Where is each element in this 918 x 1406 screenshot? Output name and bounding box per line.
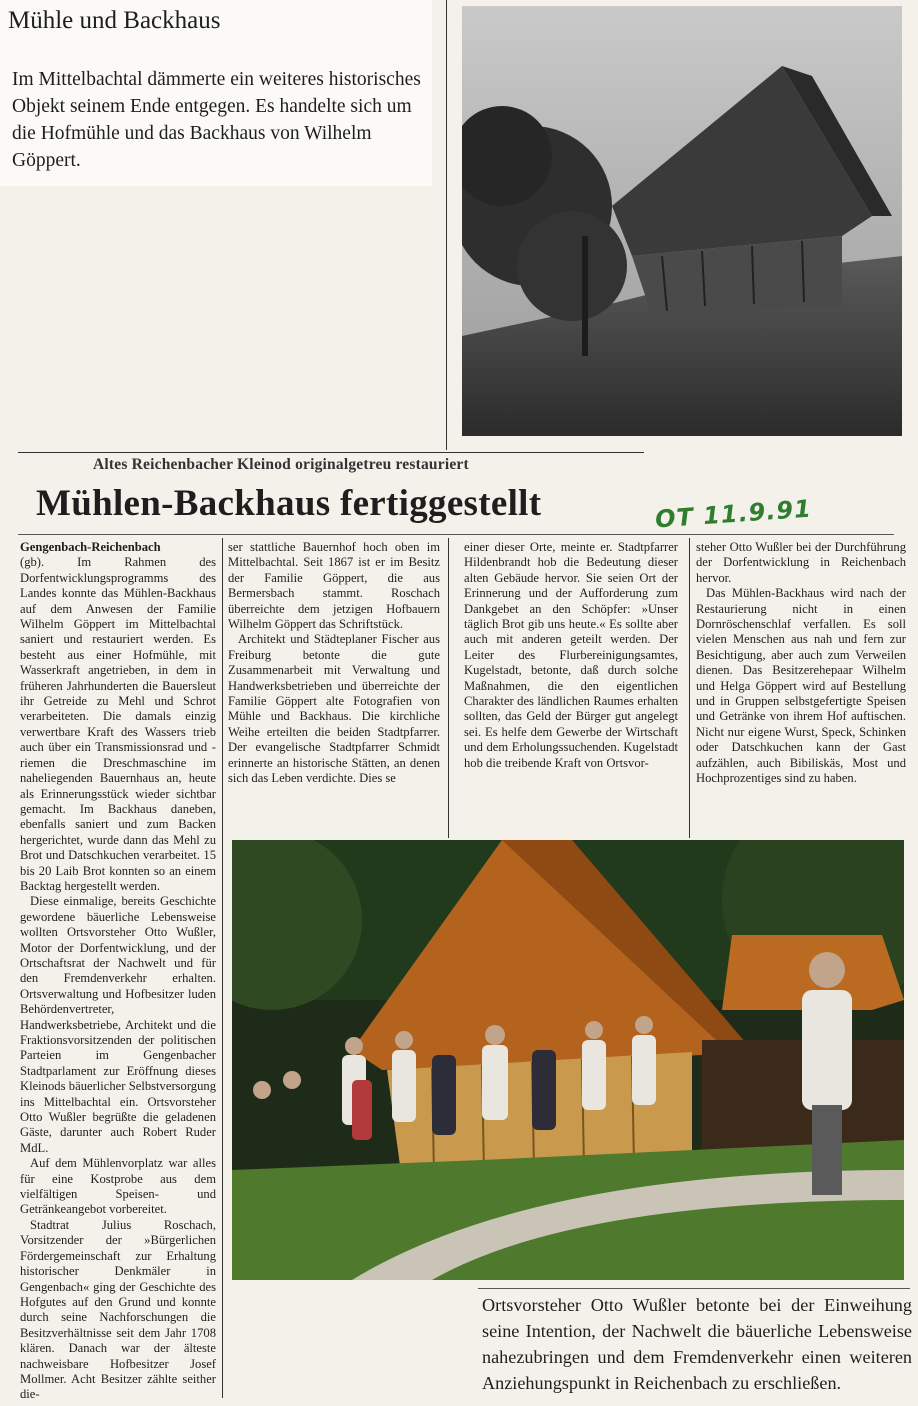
inauguration-photo-drawing (232, 840, 904, 1280)
barn-photo-bw (462, 6, 902, 436)
photo-caption: Ortsvorsteher Otto Wußler betonte bei der Einweihung seine Intention, der Nachwelt die bäuerliche Lebensweise nahezubringen und dem Fremdenverkehr einen weiteren Anziehungspunkt in Reichenbach zu erschließen. (482, 1295, 912, 1393)
article-column-3 (464, 540, 678, 771)
barn-photo-drawing (462, 6, 902, 436)
handwritten-date-note: OT 11.9.91 (654, 494, 813, 534)
article-col1-para-1: (gb). Im Rahmen des Dorfentwicklungsprogramms des Landes konnte das Mühlen-Backhaus auf dem Anwesen der Familie Wilhelm Göppert im Mittelbachtal saniert und restauriert werden. Es besteht aus einer Hofmühle, mit Wasserkraft angetrieben, in dem in früheren Jahrhunderten die Bauersleut ihr Getreide zu Mehl und Schrot verarbeiteten. Die damals einzig verwertbare Kraft des Wassers trieb auch über ein Transmissionsrad und -riemen die Dreschmaschine im naheliegenden Bauernhaus an, heute als Erinnerungsstück wieder sichtbar gemacht. Im Backhaus daneben, ebenfalls saniert und zum Backen hergerichtet, wurde dann das Mehl zu Brot und Datschkuchen verarbeitet. 15 bis 20 Laib Brot konnten so an einem Backtag hergestellt werden. (20, 555, 216, 893)
article-col2-para-1: ser stattliche Bauernhof hoch oben im Mittelbachtal. Seit 1867 ist er im Besitz der Familie Göppert, die aus Bermersbach stammt. Roschach überreichte dem jetzigen Hofbauern Wilhelm Göppert das Schriftstück. (228, 540, 440, 632)
column-divider-3 (689, 538, 690, 838)
column-divider-top (446, 0, 447, 450)
article-column-1 (20, 540, 216, 1403)
column-divider-2 (448, 538, 449, 838)
article-column-4 (696, 540, 906, 787)
article-dateline: Gengenbach-Reichenbach (20, 540, 161, 554)
article-headline: Mühlen-Backhaus fertiggestellt (36, 483, 542, 524)
article-col2-para-2: Architekt und Städteplaner Fischer aus Freiburg betonte die gute Zusammenarbeit mit Verwaltung und Handwerksbetrieben und überreichte der Familie Göppert alte Fotografien von Mühle und Backhaus. Die kirchliche Weihe erteilten die beiden Stadtpfarrer. Der evangelische Stadtpfarrer Schmidt erinnerte an historische Stätten, an denen sich das Leben verdichte. Dies se (228, 632, 440, 786)
article-col4-para-1: steher Otto Wußler bei der Durchführung der Dorfentwicklung in Reichenbach hervor. (696, 540, 906, 585)
inauguration-photo (232, 840, 904, 1280)
article-col3-para-1: einer dieser Orte, meinte er. Stadtpfarrer Hildenbrandt hob die Bedeutung dieser alten Gebäude hervor. Sie seien Ort der Erinnerung und der Aufforderung zum Dankgebet an den Schöpfer: »Unser täglich Brot gib uns heute.« Es sollte aber auch mit anderen geteilt werden. Der Leiter des Flurbereinigungsamtes, Kugelstadt, betonte, daß durch solche Maßnahmen, die den eigentlichen Charakter des ländlichen Raumes erhalten sollten, das Geld der Bürger gut angelegt sei. Es helfe dem Gewerbe der Wirtschaft und dem Erholungssuchenden. Kugelstadt hob die treibende Kraft von Ortsvor- (464, 540, 678, 770)
column-divider-1 (222, 538, 223, 1398)
caption-rule (478, 1288, 910, 1289)
headline-rule (18, 452, 644, 453)
article-col1-para-4: Stadtrat Julius Roschach, Vorsitzender der »Bürgerlichen Fördergemeinschaft zur Erhaltung historischer Denkmäler in Gengenbach« ging der Geschichte des Hofgutes auf den Grund und konnte durch seine Nachforschungen die Besitzverhältnisse seit dem Jahr 1708 klären. Danach war der älteste nachweisbare Hofbesitzer Josef Mollmer. Acht Besitzer zählte seither die- (20, 1217, 216, 1402)
intro-title: Mühle und Backhaus (8, 7, 221, 34)
intro-text: Im Mittelbachtal dämmerte ein weiteres historisches Objekt seinem Ende entgegen. Es handelte sich um die Hofmühle und das Backhaus von Wilhelm Göppert. (12, 69, 421, 171)
article-kicker: Altes Reichenbacher Kleinod originalgetreu restauriert (93, 456, 469, 473)
article-col1-para-2: Diese einmalige, bereits Geschichte gewordene bäuerliche Lebensweise wollten Ortsvorsteher Otto Wußler, Motor der Dorfentwicklung, und der Ortschaftsrat der Nachwelt und für den Fremdenverkehr erhalten. Ortsverwaltung und Hofbesitzer luden Behördenvertreter, Handwerksbetriebe, Architekt und die Fraktionsvorsitzenden der politischen Parteien im Gengenbacher Stadtparlament zur Eröffnung dieses Kleinods bäuerlicher Selbstversorgung ins Mittelbachtal ein. Ortsvorsteher Otto Wußler begrüßte die geladenen Gäste, darunter auch Robert Ruder MdL. (20, 894, 216, 1155)
article-column-2 (228, 540, 440, 787)
columns-top-rule (18, 534, 894, 535)
article-col1-para-3: Auf dem Mühlenvorplatz war alles für eine Kostprobe aus dem vielfältigen Speisen- und Getränkeangebot vorbereitet. (20, 1156, 216, 1217)
article-col4-para-2: Das Mühlen-Backhaus wird nach der Restaurierung nicht in einen Dornröschenschlaf verfallen. Es soll vielen Menschen aus nah und fern zur Besichtigung, aber auch zum Verweilen dienen. Das Besitzerehepaar Wilhelm und Helga Göppert wird auf Bestellung und in Gruppen selbstgefertigte Speisen und Getränke von ihrem Hof auftischen. Nicht nur eigene Wurst, Speck, Schinken oder Datschkuchen kann der Gast aufzählen, auch Bibiliskäs, Most und Hochprozentiges sind zu haben. (696, 586, 906, 786)
